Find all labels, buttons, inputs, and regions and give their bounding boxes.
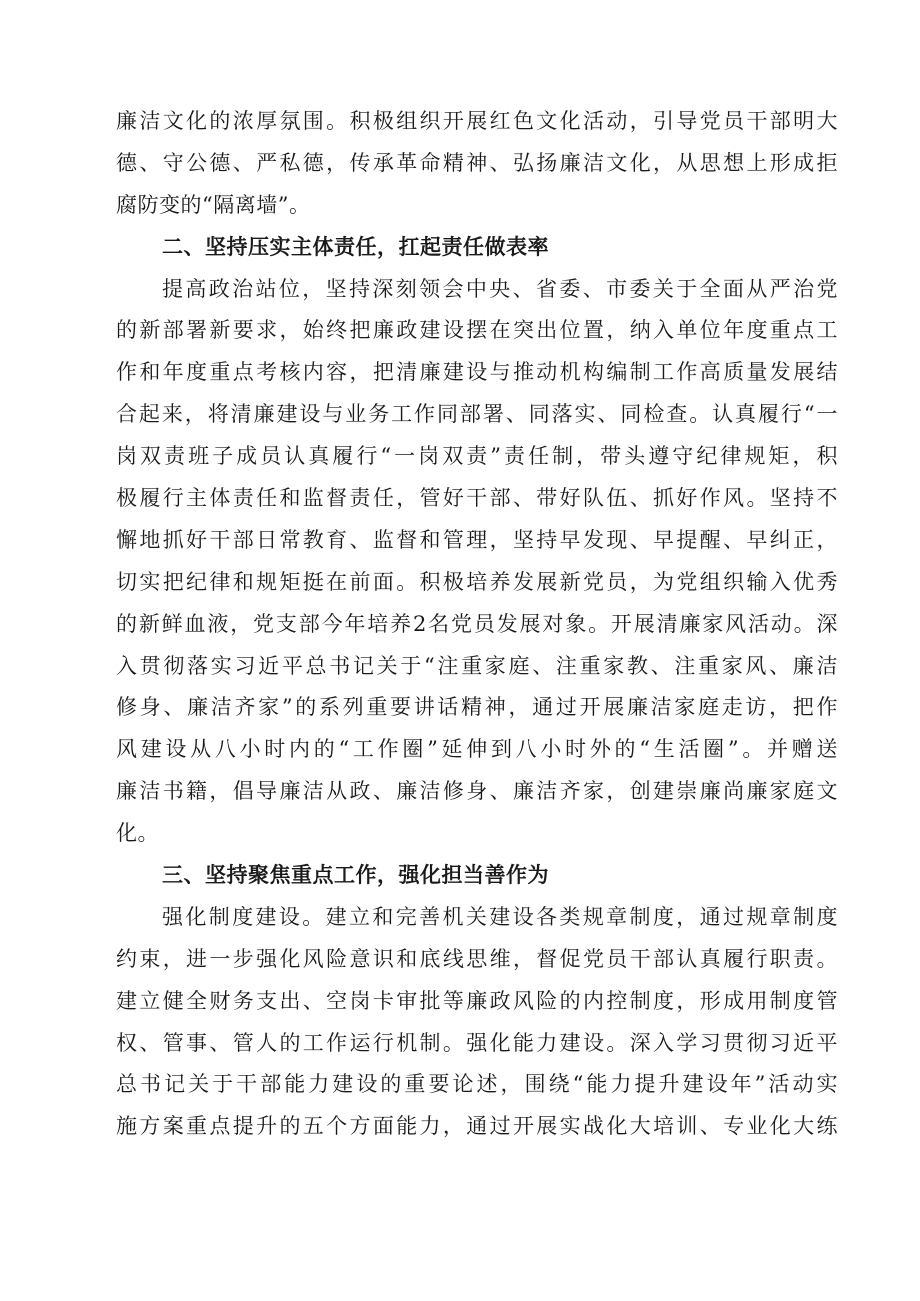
paragraph-line: 建立健全财务支出、空岗卡审批等廉政风险的内控制度，形成用制度管 — [116, 988, 838, 1013]
section-heading-2: 二、坚持压实主体责任，扛起责任做表率 — [162, 234, 549, 259]
paragraph-line: 岗双责班子成员认真履行“一岗双责”责任制，带头遵守纪律规矩，积 — [116, 444, 838, 469]
paragraph-line: 修身、廉洁齐家”的系列重要讲话精神，通过开展廉洁家庭走访，把作 — [116, 695, 838, 720]
paragraph-line: 权、管事、管人的工作运行机制。强化能力建设。深入学习贯彻习近平 — [116, 1030, 838, 1055]
paragraph-line: 懈地抓好干部日常教育、监督和管理，坚持早发现、早提醒、早纠正， — [116, 527, 838, 552]
paragraph-line: 风建设从八小时内的“工作圈”延伸到八小时外的“生活圈”。并赠送 — [116, 737, 838, 762]
paragraph-line: 提高政治站位，坚持深刻领会中央、省委、市委关于全面从严治党 — [162, 276, 838, 301]
paragraph-line: 廉洁文化的浓厚氛围。积极组织开展红色文化活动，引导党员干部明大 — [116, 109, 838, 133]
paragraph-line: 廉洁书籍，倡导廉洁从政、廉洁修身、廉洁齐家，创建崇廉尚廉家庭文 — [116, 779, 838, 804]
paragraph-line: 入贯彻落实习近平总书记关于“注重家庭、注重家教、注重家风、廉洁 — [116, 653, 838, 678]
paragraph-line: 的新鲜血液，党支部今年培养2名党员发展对象。开展清廉家风活动。深 — [116, 611, 838, 636]
paragraph-line: 作和年度重点考核内容，把清廉建设与推动机构编制工作高质量发展结 — [116, 360, 838, 385]
paragraph-line: 极履行主体责任和监督责任，管好干部、带好队伍、抓好作风。坚持不 — [116, 486, 838, 511]
paragraph-line: 的新部署新要求，始终把廉政建设摆在突出位置，纳入单位年度重点工 — [116, 318, 838, 343]
document-body — [116, 101, 838, 1148]
paragraph-line: 德、守公德、严私德，传承革命精神、弘扬廉洁文化，从思想上形成拒 — [116, 150, 838, 175]
paragraph-line: 约束，进一步强化风险意识和底线思维，督促党员干部认真履行职责。 — [116, 946, 838, 971]
paragraph-line: 合起来，将清廉建设与业务工作同部署、同落实、同检查。认真履行“一 — [116, 402, 838, 427]
paragraph-line: 总书记关于干部能力建设的重要论述，围绕“能力提升建设年”活动实 — [116, 1072, 838, 1097]
paragraph-line: 强化制度建设。建立和完善机关建设各类规章制度，通过规章制度 — [162, 904, 838, 929]
paragraph-line: 施方案重点提升的五个方面能力，通过开展实战化大培训、专业化大练 — [116, 1114, 838, 1139]
section-heading-3: 三、坚持聚焦重点工作，强化担当善作为 — [162, 863, 549, 888]
paragraph-line: 化。 — [116, 821, 159, 846]
paragraph-line: 切实把纪律和规矩挺在前面。积极培养发展新党员，为党组织输入优秀 — [116, 569, 838, 594]
paragraph-line: 腐防变的“隔离墙”。 — [116, 192, 311, 217]
